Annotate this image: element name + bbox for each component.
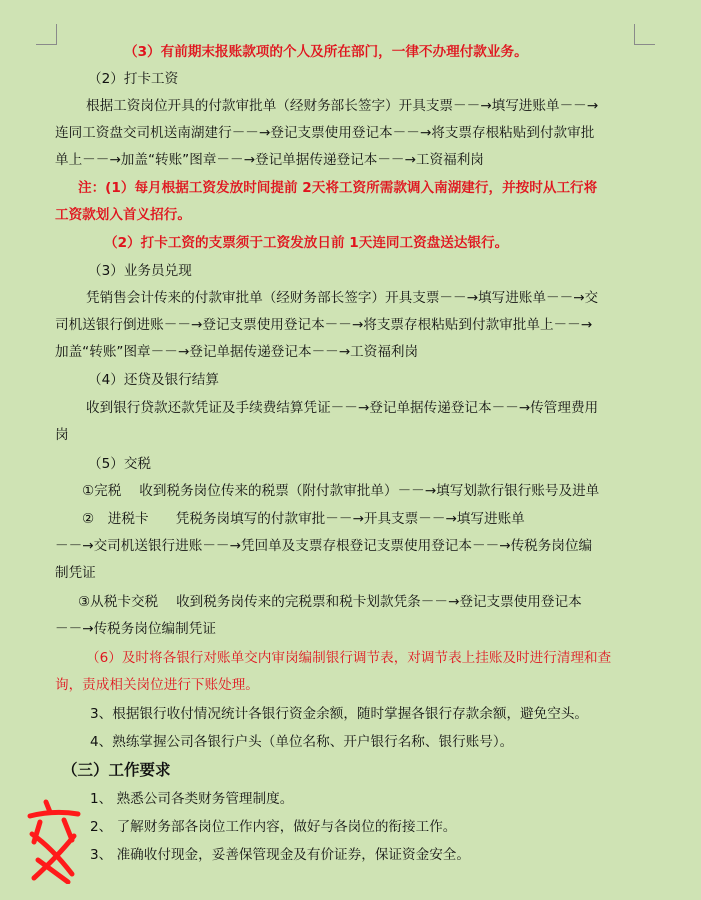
paragraph-line: ③从税卡交税 收到税务岗传来的完税票和税卡划款凭条－－→登记支票使用登记本 xyxy=(78,594,582,610)
paragraph-line: 岗 xyxy=(55,427,69,443)
note-no-payment: （3）有前期末报账款项的个人及所在部门，一律不办理付款业务。 xyxy=(124,44,528,60)
paragraph-line: 收到银行贷款还款凭证及手续费结算凭证－－→登记单据传递登记本－－→传管理费用 xyxy=(86,400,599,416)
paragraph-line: 司机送银行倒进账－－→登记支票使用登记本－－→将支票存根粘贴到付款审批单上－－→ xyxy=(55,317,593,333)
note-line: （6）及时将各银行对账单交内审岗编制银行调节表，对调节表上挂账及时进行清理和查 xyxy=(86,650,612,666)
list-item: 1、 熟悉公司各类财务管理制度。 xyxy=(90,791,294,807)
list-item: 4、熟练掌握公司各银行户头（单位名称、开户银行名称、银行账号）。 xyxy=(90,734,514,750)
note-line: 询，责成相关岗位进行下账处理。 xyxy=(55,677,259,693)
margin-corner-top-right xyxy=(634,24,655,45)
note-line: 注：(1）每月根据工资发放时间提前 2天将工资所需款调入南湖建行，并按时从工行将 xyxy=(78,180,598,196)
paragraph-line: 加盖“转账”图章－－→登记单据传递登记本－－→工资福利岗 xyxy=(55,344,419,360)
section-heading-tax: （5）交税 xyxy=(88,456,152,472)
paragraph-line: 连同工资盘交司机送南湖建行－－→登记支票使用登记本－－→将支票存根粘贴到付款审批 xyxy=(55,125,595,141)
section-heading-card-salary: （2）打卡工资 xyxy=(88,71,179,87)
paragraph-line: ② 进税卡 凭税务岗填写的付款审批－－→开具支票－－→填写进账单 xyxy=(82,511,525,527)
paragraph-line: 根据工资岗位开具的付款审批单（经财务部长签字）开具支票－－→填写进账单－－→ xyxy=(86,98,599,114)
paragraph-line: 单上－－→加盖“转账”图章－－→登记单据传递登记本－－→工资福利岗 xyxy=(55,152,484,168)
document-body xyxy=(52,40,637,867)
paragraph-line: 制凭证 xyxy=(55,565,96,581)
paragraph-line: ①完税 收到税务岗位传来的税票（附付款审批单）－－→填写划款行银行账号及进单 xyxy=(82,483,600,499)
red-handwritten-mark xyxy=(24,798,84,884)
paragraph-line: －－→传税务岗位编制凭证 xyxy=(55,621,216,637)
section-heading-loan: （4）还贷及银行结算 xyxy=(88,372,219,388)
note-line: （2）打卡工资的支票须于工资发放日前 1天连同工资盘送达银行。 xyxy=(104,235,509,251)
paragraph-line: 凭销售会计传来的付款审批单（经财务部长签字）开具支票－－→填写进账单－－→交 xyxy=(86,290,599,306)
paragraph-line: －－→交司机送银行进账－－→凭回单及支票存根登记支票使用登记本－－→传税务岗位编 xyxy=(55,538,593,554)
list-item: 3、 准确收付现金，妥善保管现金及有价证券，保证资金安全。 xyxy=(90,847,470,863)
section-heading-work-requirements: （三）工作要求 xyxy=(62,761,171,779)
list-item: 3、根据银行收付情况统计各银行资金余额，随时掌握各银行存款余额，避免空头。 xyxy=(90,706,589,722)
section-heading-salesman: （3）业务员兑现 xyxy=(88,263,192,279)
list-item: 2、 了解财务部各岗位工作内容，做好与各岗位的衔接工作。 xyxy=(90,819,457,835)
note-line: 工资款划入首义招行。 xyxy=(55,207,191,223)
